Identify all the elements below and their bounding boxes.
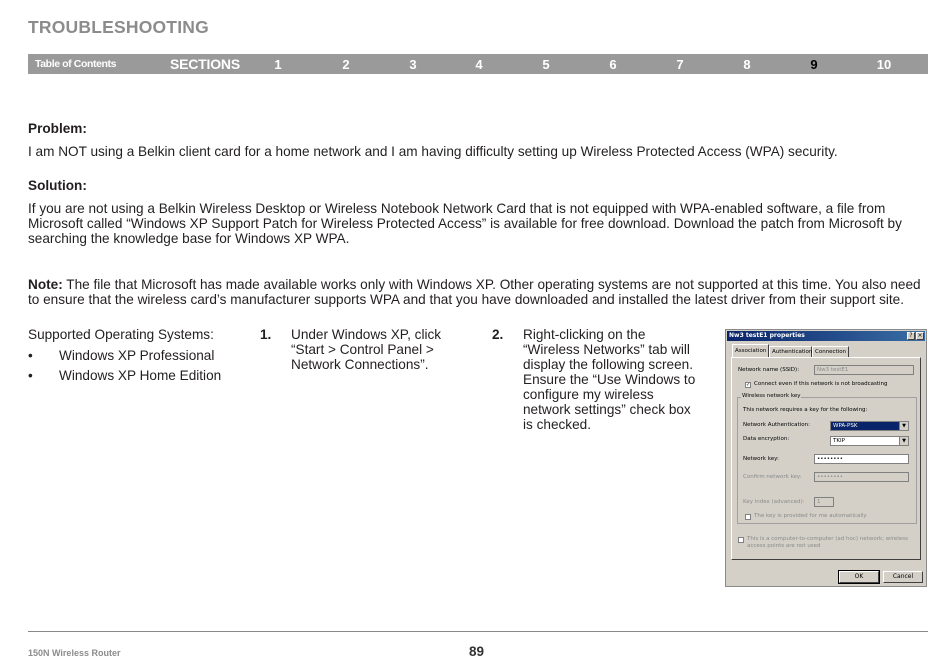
problem-text: I am NOT using a Belkin client card for a home network and I am having difficulty setting up Wireless Protected Access (WPA) security. — [28, 144, 838, 159]
tab-association: Association — [732, 344, 769, 357]
bullet-icon: • — [28, 368, 33, 383]
auto-key-checkbox — [745, 514, 751, 520]
network-key-label: Network key: — [743, 456, 779, 462]
solution-heading: Solution: — [28, 178, 87, 193]
section-link-6[interactable]: 6 — [609, 57, 617, 72]
solution-text: If you are not using a Belkin Wireless Desktop or Wireless Notebook Network Card that is not equipped with WPA-enabled software, a file from Microsoft called “Windows XP Support Patch for Wireless Protected Access” is available for free download. Download the patch from Microsoft by searching the knowledge base for Windows XP WPA. — [28, 201, 902, 246]
dialog-title: Nw3 testE1 properties — [729, 332, 805, 339]
chevron-down-icon: ▼ — [899, 437, 908, 445]
tab-authentication: Authentication — [769, 346, 812, 357]
help-icon: ? — [907, 332, 915, 340]
footer-product-name: 150N Wireless Router — [28, 648, 121, 658]
adhoc-label-line-2: access points are not used — [747, 543, 821, 549]
cancel-button: Cancel — [883, 571, 923, 583]
key-index-spinner: 1 — [814, 497, 834, 507]
section-link-1[interactable]: 1 — [274, 57, 282, 72]
connect-label: Connect even if this network is not broadcasting — [754, 381, 888, 387]
dialog-title-bar — [727, 331, 925, 341]
network-key-field: •••••••• — [814, 454, 909, 464]
os-item-xp-professional: Windows XP Professional — [59, 348, 215, 363]
auth-select — [830, 421, 909, 431]
step-1-number: 1. — [260, 327, 272, 342]
page-number: 89 — [469, 644, 485, 659]
wireless-key-group-label: Wireless network key — [742, 393, 801, 399]
encryption-value: TKIP — [833, 438, 845, 444]
encryption-label: Data encryption: — [743, 436, 790, 442]
section-link-3[interactable]: 3 — [409, 57, 417, 72]
section-nav-bar — [28, 54, 928, 74]
note-text: The file that Microsoft has made available works only with Windows XP. Other operating systems are not supported at this time. You also need to ensure that the wireless card’s manufacturer supports WPA and that you have downloaded and installed the latest driver from their support site. — [28, 277, 921, 307]
page-title: TROUBLESHOOTING — [28, 17, 209, 37]
section-link-5[interactable]: 5 — [542, 57, 550, 72]
supported-os-heading: Supported Operating Systems: — [28, 327, 214, 342]
encryption-select — [830, 436, 909, 446]
ssid-field: Nw3 testE1 — [814, 365, 914, 375]
adhoc-checkbox — [738, 537, 744, 543]
section-link-10[interactable]: 10 — [876, 57, 892, 72]
connect-checkbox: ✓ — [746, 382, 751, 388]
footer-divider — [28, 631, 928, 632]
key-index-label: Key index (advanced): — [743, 499, 805, 505]
os-item-xp-home: Windows XP Home Edition — [59, 368, 222, 383]
section-link-9-current[interactable]: 9 — [810, 57, 818, 72]
ssid-label: Network name (SSID): — [738, 367, 800, 373]
tab-connection: Connection — [812, 346, 849, 357]
section-link-7[interactable]: 7 — [676, 57, 684, 72]
auto-key-label: The key is provided for me automatically — [754, 513, 867, 519]
step-2-number: 2. — [492, 327, 504, 342]
confirm-key-label: Confirm network key: — [743, 474, 802, 480]
adhoc-label-line-1: This is a computer-to-computer (ad hoc) network; wireless — [747, 536, 908, 542]
section-link-2[interactable]: 2 — [342, 57, 350, 72]
bullet-icon: • — [28, 348, 33, 363]
sections-label: SECTIONS — [170, 56, 240, 72]
ok-button: OK — [839, 571, 879, 583]
section-link-4[interactable]: 4 — [475, 57, 483, 72]
step-2-text: Right-clicking on the “Wireless Networks” tab will display the following screen. Ensure the “Use Windows to configure my wireless network settings” check box is checked. — [523, 327, 696, 432]
problem-heading: Problem: — [28, 121, 87, 136]
step-1-text: Under Windows XP, click “Start > Control Panel > Network Connections”. — [291, 327, 442, 372]
confirm-key-field: •••••••• — [814, 472, 909, 482]
chevron-down-icon: ▼ — [899, 422, 908, 430]
section-link-8[interactable]: 8 — [743, 57, 751, 72]
auth-label: Network Authentication: — [743, 422, 810, 428]
auth-value: WPA-PSK — [833, 423, 858, 429]
close-icon: × — [917, 332, 923, 339]
table-of-contents-link[interactable]: Table of Contents — [35, 58, 117, 70]
wireless-properties-dialog-screenshot — [725, 329, 927, 587]
note-label: Note: — [28, 277, 63, 292]
key-intro-text: This network requires a key for the following: — [743, 407, 868, 413]
note-paragraph — [28, 277, 928, 307]
